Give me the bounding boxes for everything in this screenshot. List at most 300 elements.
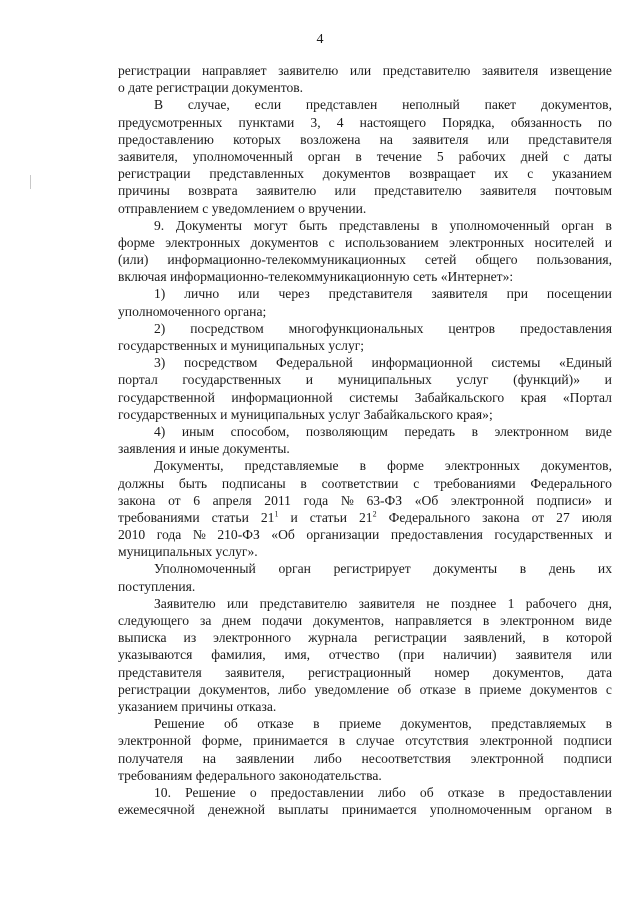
text-line — [118, 732, 612, 749]
word: документов — [322, 166, 391, 182]
word: предоставлении — [518, 784, 612, 800]
word: или — [334, 183, 356, 199]
word: регистрации — [118, 63, 191, 78]
word: 4 — [336, 114, 344, 130]
word: 2010 — [118, 527, 146, 543]
word: течение — [376, 148, 422, 164]
word: 10. — [154, 784, 171, 800]
word: направляет — [202, 63, 267, 78]
text-line — [118, 629, 612, 646]
word: приеме — [479, 681, 522, 697]
word: возвращает — [409, 166, 476, 182]
word: 210-ФЗ — [217, 527, 260, 543]
text-line — [118, 560, 612, 577]
word: закона — [482, 509, 520, 525]
text-line — [118, 509, 612, 526]
text-line — [118, 475, 612, 492]
word: закона — [118, 492, 156, 508]
text-line — [118, 165, 612, 182]
word: заявителя — [481, 63, 539, 78]
word: днем — [222, 613, 252, 628]
word: с — [527, 166, 534, 182]
word: не — [426, 595, 440, 611]
word: документов — [250, 234, 319, 250]
word: с — [328, 234, 335, 250]
word: документов, — [400, 716, 472, 732]
word: отказе — [257, 716, 294, 732]
word: представителя — [118, 664, 202, 680]
word: орган — [278, 561, 311, 577]
word: дата — [587, 664, 612, 680]
word: дня, — [588, 595, 612, 611]
word: могут — [253, 217, 288, 233]
word: либо — [278, 681, 307, 697]
word: принимается — [341, 802, 417, 818]
text-line — [118, 234, 612, 251]
word: 1 — [507, 595, 515, 611]
word: заявителя — [412, 131, 469, 147]
word: быть — [178, 475, 208, 491]
word: заявителя — [480, 183, 537, 199]
word: за — [199, 613, 212, 628]
word: Заявителю — [154, 595, 216, 611]
text-line: заявления и иные документы. — [118, 441, 290, 457]
word: которой — [566, 630, 612, 646]
word: дней — [520, 148, 549, 164]
word: Забайкальского — [414, 389, 505, 405]
text-line: муниципальных услуг». — [118, 544, 258, 560]
word: представлен — [305, 97, 378, 113]
word: организации — [306, 527, 380, 543]
word: возложена — [300, 131, 361, 147]
word: отказе — [419, 681, 457, 697]
word: 6 — [193, 492, 201, 508]
word: в — [359, 458, 367, 474]
word: отчество — [328, 647, 380, 663]
word: регистрационный — [308, 664, 412, 680]
word: электронных — [449, 234, 525, 250]
word: системы — [349, 389, 399, 405]
word: 3, — [310, 114, 321, 130]
word: позднее — [450, 595, 497, 611]
word: документов, — [198, 681, 270, 697]
word: Федерального — [388, 509, 471, 525]
word: обязанность — [510, 114, 582, 130]
word: представляемые — [244, 458, 339, 474]
word: носителей — [534, 234, 595, 250]
word: портал — [118, 372, 158, 388]
word: Решение — [185, 784, 236, 800]
word: фамилия, — [211, 647, 266, 663]
word: посредством — [190, 320, 264, 336]
word: 2) — [154, 320, 166, 336]
word: и — [604, 372, 612, 388]
word: лично — [184, 286, 220, 302]
margin-mark — [30, 175, 31, 189]
word: уполномоченный — [192, 148, 293, 164]
text-line: указанием причины отказа. — [118, 698, 277, 714]
word: края — [520, 389, 547, 405]
word: В — [154, 97, 164, 113]
word: представителю — [259, 595, 348, 611]
word: электронном — [494, 423, 569, 439]
text-line — [118, 131, 612, 148]
word: представлены — [339, 217, 420, 233]
text-line: уполномоченного органа; — [118, 303, 267, 319]
word: настоящего — [359, 114, 427, 130]
word: через — [278, 286, 310, 302]
word: $21^2$ — [358, 509, 377, 525]
text-line — [118, 148, 612, 165]
word: государственных — [494, 527, 594, 543]
word: регистрации — [374, 630, 447, 646]
word: или — [238, 286, 260, 302]
word: электронной — [450, 492, 525, 508]
text-line — [118, 664, 612, 681]
text-line — [118, 492, 612, 509]
word: года — [303, 492, 329, 508]
word: на — [202, 750, 217, 766]
word: имя, — [284, 647, 310, 663]
word: заявителю — [278, 63, 339, 78]
word: документов, — [492, 664, 564, 680]
word: заявлении — [235, 750, 295, 766]
word: ежемесячной — [118, 802, 195, 818]
word: 4) — [154, 423, 166, 439]
text-line: поступления. — [118, 578, 196, 594]
text-line — [118, 251, 612, 268]
word: заявлений, — [463, 630, 526, 646]
word: или — [590, 647, 612, 663]
word: в — [482, 613, 490, 628]
text-line — [118, 612, 612, 629]
word: Решение — [154, 716, 205, 732]
text-line — [118, 320, 612, 337]
text-line — [118, 715, 612, 732]
word: посредством — [183, 355, 258, 371]
word: в — [355, 148, 362, 164]
word: от — [168, 492, 181, 508]
word: отказе — [447, 784, 485, 800]
word: рабочего — [525, 595, 577, 611]
word: Федеральной — [276, 355, 353, 371]
word: заявителя — [515, 647, 572, 663]
word: при — [506, 286, 528, 302]
word: приеме — [339, 716, 382, 732]
word: представителю — [374, 183, 462, 199]
word: электронных — [444, 458, 520, 474]
document-body — [118, 62, 612, 818]
word: муниципальных — [337, 372, 432, 388]
word: подачи — [261, 613, 303, 628]
word: и — [604, 527, 612, 543]
word: статьи — [309, 509, 347, 525]
text-line: отправлением с уведомлением о вручении. — [118, 200, 367, 216]
word: Порядка, — [442, 114, 495, 130]
word: уполномоченный — [449, 217, 550, 233]
word: позволяющим — [305, 423, 388, 439]
text-line — [118, 285, 612, 302]
word: 2011 — [264, 492, 291, 508]
word: 1) — [154, 286, 166, 302]
word: их — [494, 166, 509, 182]
word: указанием — [552, 166, 612, 182]
word: документов, — [540, 97, 612, 113]
word: с — [563, 148, 570, 164]
word: предусмотренных — [118, 114, 223, 130]
text-line — [118, 389, 612, 406]
word: виде — [585, 613, 612, 628]
word: пакет — [484, 97, 517, 113]
word: в — [519, 561, 527, 577]
word: электронном — [500, 613, 575, 628]
word: несоответствия — [361, 750, 451, 766]
text-line — [118, 96, 612, 113]
text-line — [118, 801, 612, 818]
word: и — [290, 509, 298, 525]
text-line — [118, 784, 612, 801]
word: иным — [181, 423, 215, 439]
word: в — [300, 475, 307, 491]
superscript: 2 — [372, 509, 377, 519]
word: электронного — [213, 630, 292, 646]
word: Документы — [175, 217, 243, 233]
word: в — [431, 217, 438, 233]
word: их — [597, 561, 612, 577]
word: передать — [404, 423, 456, 439]
word: 63-ФЗ — [366, 492, 403, 508]
word: в — [605, 802, 612, 818]
word: либо — [377, 784, 406, 800]
word: услуг — [456, 372, 489, 388]
word: в — [605, 217, 612, 233]
word: (функций)» — [513, 372, 580, 388]
word: из — [183, 630, 197, 646]
word: Уполномоченный — [154, 561, 256, 577]
word: пунктами — [238, 114, 295, 130]
word: даты — [584, 148, 612, 164]
word: или — [487, 131, 510, 147]
text-line — [118, 526, 612, 543]
word: способом, — [230, 423, 290, 439]
word: об — [224, 716, 238, 732]
word: представителя — [328, 286, 413, 302]
word: денежной — [207, 802, 265, 818]
word: представленных — [209, 166, 304, 182]
word: предоставлении — [270, 784, 364, 800]
word: апреля — [212, 492, 252, 508]
word: «Об — [271, 527, 295, 543]
word: извещение — [549, 63, 612, 78]
word: форме — [387, 458, 424, 474]
word: № — [340, 492, 354, 508]
text-line — [118, 114, 612, 131]
word: представляемых — [491, 716, 587, 732]
word: $21^1$ — [260, 509, 279, 525]
word: наличии) — [443, 647, 497, 663]
word: в — [338, 733, 346, 749]
word: государственной — [118, 389, 215, 405]
word: «Единый — [558, 355, 612, 371]
word: электронной — [118, 733, 192, 749]
word: номер — [434, 664, 470, 680]
word: регистрации — [118, 681, 191, 697]
word: форме, — [201, 733, 243, 749]
word: либо — [313, 750, 342, 766]
word: орган — [561, 217, 594, 233]
word: документов, — [540, 458, 612, 474]
word: требованиями — [118, 509, 200, 525]
word: Федерального — [530, 475, 612, 491]
word: принимается — [253, 733, 328, 749]
word: года — [156, 527, 182, 543]
word: подписи» — [536, 492, 592, 508]
word: которых — [233, 131, 281, 147]
text-line: государственных и муниципальных услуг; — [118, 338, 365, 353]
text-line: включая информационно-телекоммуникационную сеть «Интернет»: — [118, 269, 514, 285]
word: по — [597, 114, 612, 130]
word: документов — [529, 681, 598, 697]
word: подписи — [563, 750, 612, 766]
text-line: государственных и муниципальных услуг Забайкальского края»; — [118, 406, 493, 422]
text-line — [118, 681, 612, 698]
word: орган — [307, 148, 341, 164]
word: и — [604, 492, 612, 508]
word: если — [254, 97, 282, 113]
text-line — [118, 217, 612, 234]
word: день — [548, 561, 576, 577]
word: заявителя — [358, 595, 415, 611]
text-line — [118, 457, 612, 474]
word: случае, — [187, 97, 230, 113]
word: с — [413, 475, 420, 491]
word: предоставления — [519, 320, 612, 336]
word: 27 — [556, 509, 570, 525]
word: или — [349, 63, 372, 78]
word: документы — [433, 561, 498, 577]
word: отсутствия — [405, 733, 469, 749]
word: в — [464, 681, 471, 697]
word: документов, — [313, 613, 385, 628]
word: возврата — [188, 183, 238, 199]
word: «Об — [414, 492, 439, 508]
word: подписи — [563, 733, 612, 749]
word: (при — [398, 647, 425, 663]
word: в — [313, 716, 320, 732]
word: 3) — [154, 355, 166, 371]
word: уполномоченным — [429, 802, 532, 818]
word: выписка — [118, 630, 167, 646]
word: в — [542, 630, 550, 646]
word: должны — [118, 475, 165, 491]
word: регистрации — [118, 166, 191, 182]
word: 5 — [436, 148, 444, 164]
word: от — [531, 509, 545, 525]
word: электронных — [165, 234, 241, 250]
word: и — [305, 372, 314, 388]
word: статьи — [211, 509, 249, 525]
word: (или) — [118, 252, 149, 268]
text-line — [118, 595, 612, 612]
word: посещении — [546, 286, 612, 302]
word: предоставления — [390, 527, 483, 543]
word: уведомление — [314, 681, 390, 697]
word: электронной — [470, 750, 544, 766]
text-line — [118, 750, 612, 767]
word: общего — [475, 252, 518, 268]
text-line — [118, 62, 612, 79]
word: № — [192, 527, 206, 543]
word: регистрирует — [333, 561, 411, 577]
word: форме — [118, 234, 155, 250]
superscript: 1 — [274, 509, 279, 519]
text-line — [118, 423, 612, 440]
word: почтовым — [554, 183, 612, 199]
word: подписаны — [221, 475, 286, 491]
word: о — [249, 784, 257, 800]
word: предоставлению — [118, 131, 214, 147]
text-line — [118, 371, 612, 388]
word: в — [498, 784, 505, 800]
word: многофункциональных — [288, 320, 424, 336]
word: случае — [355, 733, 395, 749]
word: быть — [299, 217, 328, 233]
word: использованием — [345, 234, 439, 250]
word: системы — [491, 355, 541, 371]
text-line — [118, 182, 612, 199]
word: об — [397, 681, 412, 697]
word: пользования, — [536, 252, 612, 268]
page-number: 4 — [316, 32, 324, 47]
word: следующего — [118, 613, 190, 628]
word: требованиями — [434, 475, 516, 491]
word: электронной — [479, 733, 553, 749]
word: в — [471, 423, 478, 439]
word: на — [379, 131, 393, 147]
word: «Портал — [562, 389, 612, 405]
word: заявителя, — [225, 664, 285, 680]
text-line — [118, 646, 612, 663]
word: органом — [544, 802, 593, 818]
word: в — [605, 716, 612, 732]
word: представителю — [382, 63, 471, 78]
word: 9. — [154, 217, 165, 233]
word: информационной — [231, 389, 333, 405]
word: с — [605, 681, 612, 697]
word: представителя — [528, 131, 612, 147]
word: заявителя — [431, 286, 488, 302]
word: выплаты — [278, 802, 329, 818]
word: направляется — [395, 613, 472, 628]
word: информационно-телекоммуникационных — [167, 252, 406, 268]
word: государственных — [182, 372, 282, 388]
word: июля — [581, 509, 612, 525]
word: информационной — [371, 355, 473, 371]
word: центров — [448, 320, 496, 336]
text-line: требованиям федерального законодательства. — [118, 767, 382, 783]
word: виде — [585, 423, 612, 439]
word: указываются — [118, 647, 193, 663]
word: заявителю — [255, 183, 317, 199]
word: и — [604, 234, 612, 250]
word: об — [419, 784, 434, 800]
word: соответствии — [321, 475, 399, 491]
word: или — [227, 595, 249, 611]
word: сетей — [424, 252, 457, 268]
word: рабочих — [458, 148, 506, 164]
word: заявителя, — [118, 148, 178, 164]
word: получателя — [118, 750, 184, 766]
